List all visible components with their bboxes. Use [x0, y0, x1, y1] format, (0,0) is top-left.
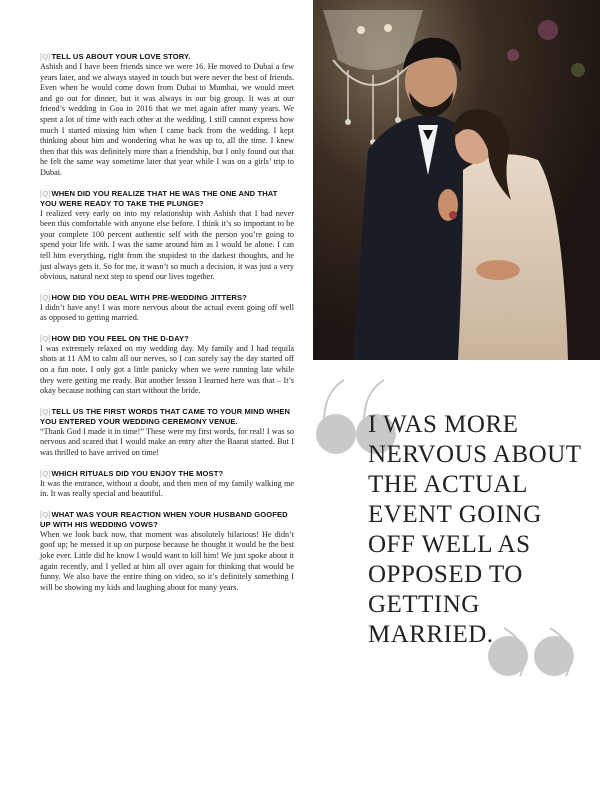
answer-text: I was extremely relaxed on my wedding day. My family and I had tequila shots at 11 AM to calm all our nerves, so I can surely say the day started off on a fun note. I only got a little panicky when we were running late while they were getting me ready. But another lesson I learned here was that – It’s okay because nothing can start without the bride.	[40, 343, 294, 396]
qa-block-4	[40, 334, 294, 397]
pull-quote-text: I WAS MORE NERVOUS ABOUT THE ACTUAL EVENT GOING OFF WELL AS OPPOSED TO GETTING MARRIED.	[368, 411, 582, 648]
qa-block-2	[40, 189, 294, 283]
interview-column	[40, 52, 294, 603]
question-tag: [Q]	[40, 333, 51, 343]
question-heading	[40, 293, 294, 303]
qa-block-1	[40, 52, 294, 179]
question-text: TELL US ABOUT YOUR LOVE STORY.	[51, 52, 191, 61]
answer-text: When we look back now, that moment was absolutely hilarious! He didn’t goof up; he messed it up on purpose because he thought it would be the best joke ever. Little did he know I would want to kill him! We just spoke about it again recently, and I yelled at him all over again for thinking that would be funny. We also have the entire thing on video, so it’s definitely something I will be showing my kids and laughing about for many years.	[40, 529, 294, 592]
answer-text: I didn’t have any! I was more nervous about the actual event going off well as opposed to getting married.	[40, 302, 294, 323]
couple-photo	[313, 0, 600, 360]
answer-text: “Thank God I made it in time!” These were my first words, for real! I was so nervous and scared that I would make an entry after the Baarat started. But I was thrilled to have arrived on time!	[40, 426, 294, 458]
question-heading	[40, 469, 294, 479]
pull-quote	[314, 372, 590, 702]
question-text: WHEN DID YOU REALIZE THAT HE WAS THE ONE AND THAT YOU WERE READY TO TAKE THE PLUNGE?	[40, 188, 278, 208]
question-heading	[40, 510, 294, 530]
question-text: WHAT WAS YOUR REACTION WHEN YOUR HUSBAND GOOFED UP WITH HIS WEDDING VOWS?	[40, 509, 288, 529]
question-heading	[40, 52, 294, 62]
question-tag: [Q]	[40, 468, 51, 478]
question-tag: [Q]	[40, 52, 51, 61]
question-text: HOW DID YOU DEAL WITH PRE-WEDDING JITTERS?	[51, 292, 247, 302]
question-tag: [Q]	[40, 509, 51, 519]
answer-text: I realized very early on into my relationship with Ashish that I had never been this comfortable with anyone else before. I think it’s so important to be your complete 100 percent authentic self with the person you’re going to spend your life with. I was the same around him as I would be alone. I can tell him everything, right from the stupidest to the darkest thoughts, and he just always gets it. So for me, it wasn’t so much a decision, it was just a very obvious, natural next step to spend our lives together.	[40, 208, 294, 282]
question-tag: [Q]	[40, 188, 51, 198]
qa-block-6	[40, 469, 294, 500]
qa-block-7	[40, 510, 294, 594]
question-heading	[40, 189, 294, 209]
answer-text: It was the entrance, without a doubt, and then men of my family walking me in. It was really special and beautiful.	[40, 478, 294, 499]
question-text: HOW DID YOU FEEL ON THE D-DAY?	[51, 333, 189, 343]
question-text: TELL US THE FIRST WORDS THAT CAME TO YOUR MIND WHEN YOU ENTERED YOUR WEDDING CEREMONY VENUE.	[40, 406, 291, 426]
question-tag: [Q]	[40, 406, 51, 416]
question-text: WHICH RITUALS DID YOU ENJOY THE MOST?	[51, 468, 224, 478]
question-tag: [Q]	[40, 292, 51, 302]
question-heading	[40, 334, 294, 344]
qa-block-5	[40, 407, 294, 459]
couple-photo-illustration	[313, 0, 600, 360]
question-heading	[40, 407, 294, 427]
close-quote-icon	[484, 616, 584, 706]
qa-block-3	[40, 293, 294, 324]
answer-text: Ashish and I have been friends since we were 16. He moved to Dubai a few years later, and we always stayed in touch but were never the best of friends. Even when he would come down from Dubai to Mumbai, we would meet and go out for dinner, but it was always in our big group. It was at our friend’s wedding in Goa in 2016 that we met again after many years. We spent a lot of time with each other at the wedding. I still cannot express how much I started missing him when I came back from the wedding. I kept thinking about him and wondering what he was up to, all the time. I knew then that this was definitely more than a friendship, but I only found out that he felt the same way sometime later that year while I was on a girls’ trip to Dubai.	[40, 62, 294, 177]
